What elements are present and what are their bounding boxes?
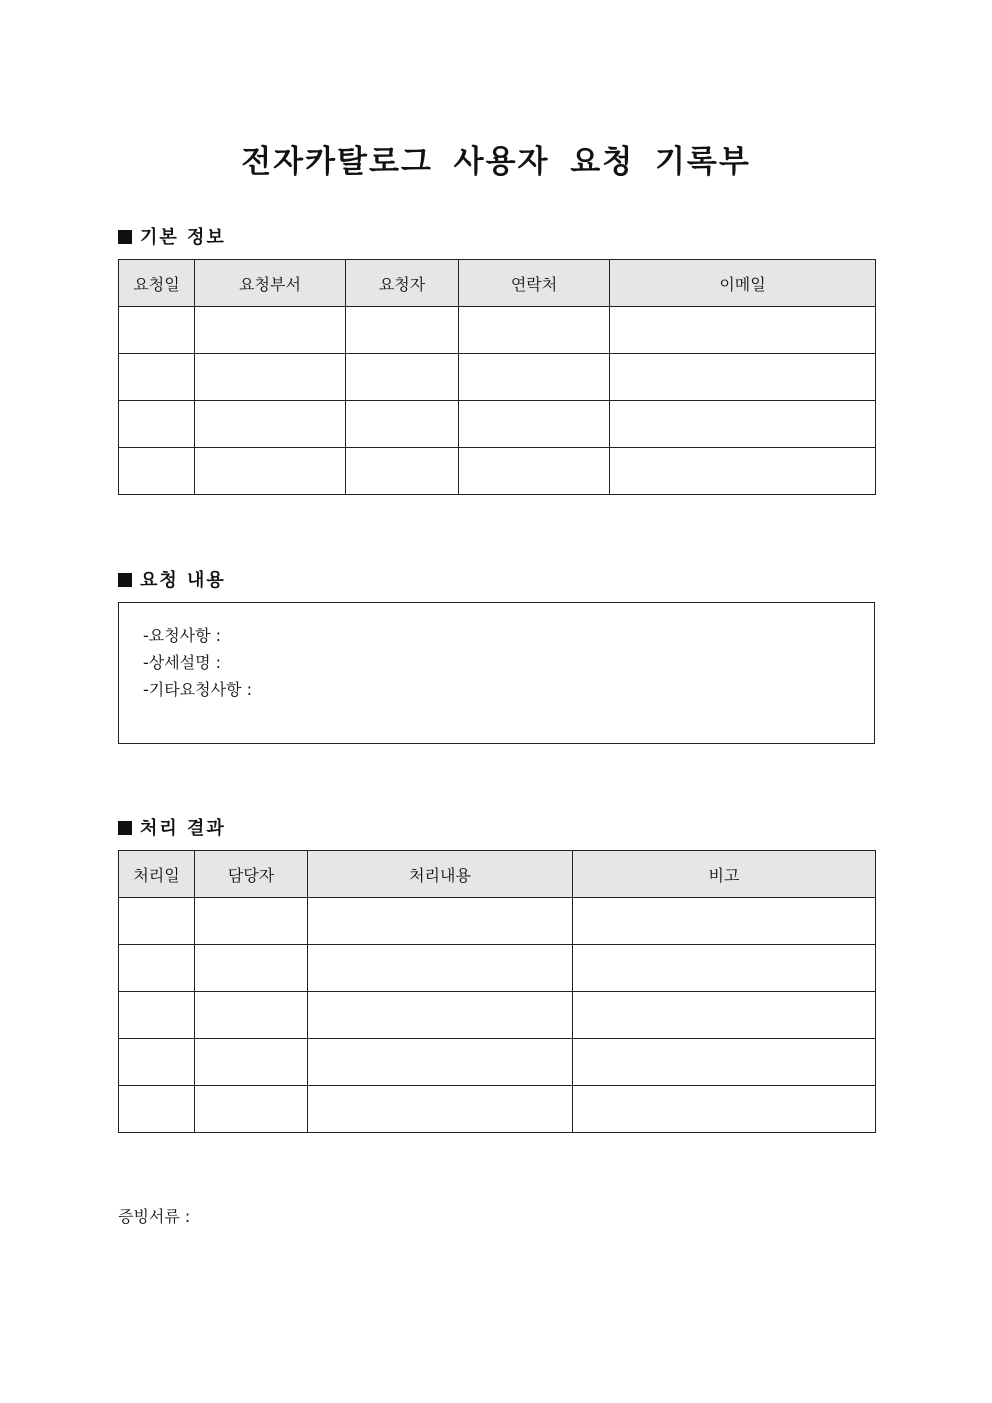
section-heading-label: 기본 정보 xyxy=(140,227,226,248)
evidence-documents-label: 증빙서류 : xyxy=(118,1207,191,1226)
table-cell[interactable] xyxy=(308,1039,573,1086)
table-cell[interactable] xyxy=(346,354,459,401)
table-cell[interactable] xyxy=(308,898,573,945)
table-cell[interactable] xyxy=(346,307,459,354)
square-bullet-icon xyxy=(118,230,132,244)
section-heading-label: 요청 내용 xyxy=(140,570,226,591)
table-row xyxy=(119,448,876,495)
table-row xyxy=(119,307,876,354)
table-cell[interactable] xyxy=(195,354,346,401)
table-cell[interactable] xyxy=(195,992,308,1039)
column-header-request-department: 요청부서 xyxy=(195,260,346,307)
table-cell[interactable] xyxy=(119,448,195,495)
table-row xyxy=(119,992,876,1039)
table-cell[interactable] xyxy=(119,307,195,354)
table-cell[interactable] xyxy=(610,448,876,495)
processing-result-table xyxy=(118,850,876,1133)
table-cell[interactable] xyxy=(195,1039,308,1086)
table-cell[interactable] xyxy=(459,448,610,495)
table-cell[interactable] xyxy=(573,898,876,945)
table-row xyxy=(119,354,876,401)
detail-description-line: -상세설명 : xyxy=(143,653,222,672)
table-row xyxy=(119,945,876,992)
column-header-assignee: 담당자 xyxy=(195,851,308,898)
table-cell[interactable] xyxy=(573,1039,876,1086)
table-cell[interactable] xyxy=(119,1086,195,1133)
table-cell[interactable] xyxy=(119,898,195,945)
table-header-row xyxy=(119,851,876,898)
table-cell[interactable] xyxy=(573,1086,876,1133)
column-header-request-date: 요청일 xyxy=(119,260,195,307)
table-cell[interactable] xyxy=(308,1086,573,1133)
table-cell[interactable] xyxy=(346,401,459,448)
table-cell[interactable] xyxy=(119,992,195,1039)
document-title: 전자카탈로그 사용자 요청 기록부 xyxy=(241,144,751,180)
table-row xyxy=(119,898,876,945)
table-cell[interactable] xyxy=(459,354,610,401)
table-cell[interactable] xyxy=(346,448,459,495)
table-cell[interactable] xyxy=(119,401,195,448)
table-row xyxy=(119,1086,876,1133)
section-heading-label: 처리 결과 xyxy=(140,818,226,839)
table-cell[interactable] xyxy=(459,401,610,448)
table-cell[interactable] xyxy=(308,992,573,1039)
table-cell[interactable] xyxy=(195,401,346,448)
column-header-email: 이메일 xyxy=(610,260,876,307)
column-header-processing-date: 처리일 xyxy=(119,851,195,898)
square-bullet-icon xyxy=(118,573,132,587)
section-heading-basic-info xyxy=(118,223,226,249)
table-cell[interactable] xyxy=(573,992,876,1039)
table-cell[interactable] xyxy=(610,401,876,448)
table-cell[interactable] xyxy=(195,448,346,495)
column-header-requester: 요청자 xyxy=(346,260,459,307)
table-cell[interactable] xyxy=(195,945,308,992)
request-content-box[interactable] xyxy=(118,602,875,744)
table-cell[interactable] xyxy=(459,307,610,354)
table-cell[interactable] xyxy=(195,1086,308,1133)
table-cell[interactable] xyxy=(195,898,308,945)
section-heading-processing-result xyxy=(118,814,226,840)
table-cell[interactable] xyxy=(610,354,876,401)
column-header-processing-content: 처리내용 xyxy=(308,851,573,898)
table-cell[interactable] xyxy=(119,1039,195,1086)
column-header-contact: 연락처 xyxy=(459,260,610,307)
other-request-line: -기타요청사항 : xyxy=(143,680,252,699)
column-header-remarks: 비고 xyxy=(573,851,876,898)
table-cell[interactable] xyxy=(195,307,346,354)
table-row xyxy=(119,401,876,448)
section-heading-request-content xyxy=(118,566,226,592)
table-cell[interactable] xyxy=(308,945,573,992)
request-item-line: -요청사항 : xyxy=(143,626,222,645)
basic-info-table xyxy=(118,259,876,495)
table-cell[interactable] xyxy=(610,307,876,354)
table-header-row xyxy=(119,260,876,307)
table-cell[interactable] xyxy=(573,945,876,992)
square-bullet-icon xyxy=(118,821,132,835)
table-cell[interactable] xyxy=(119,945,195,992)
table-cell[interactable] xyxy=(119,354,195,401)
table-row xyxy=(119,1039,876,1086)
